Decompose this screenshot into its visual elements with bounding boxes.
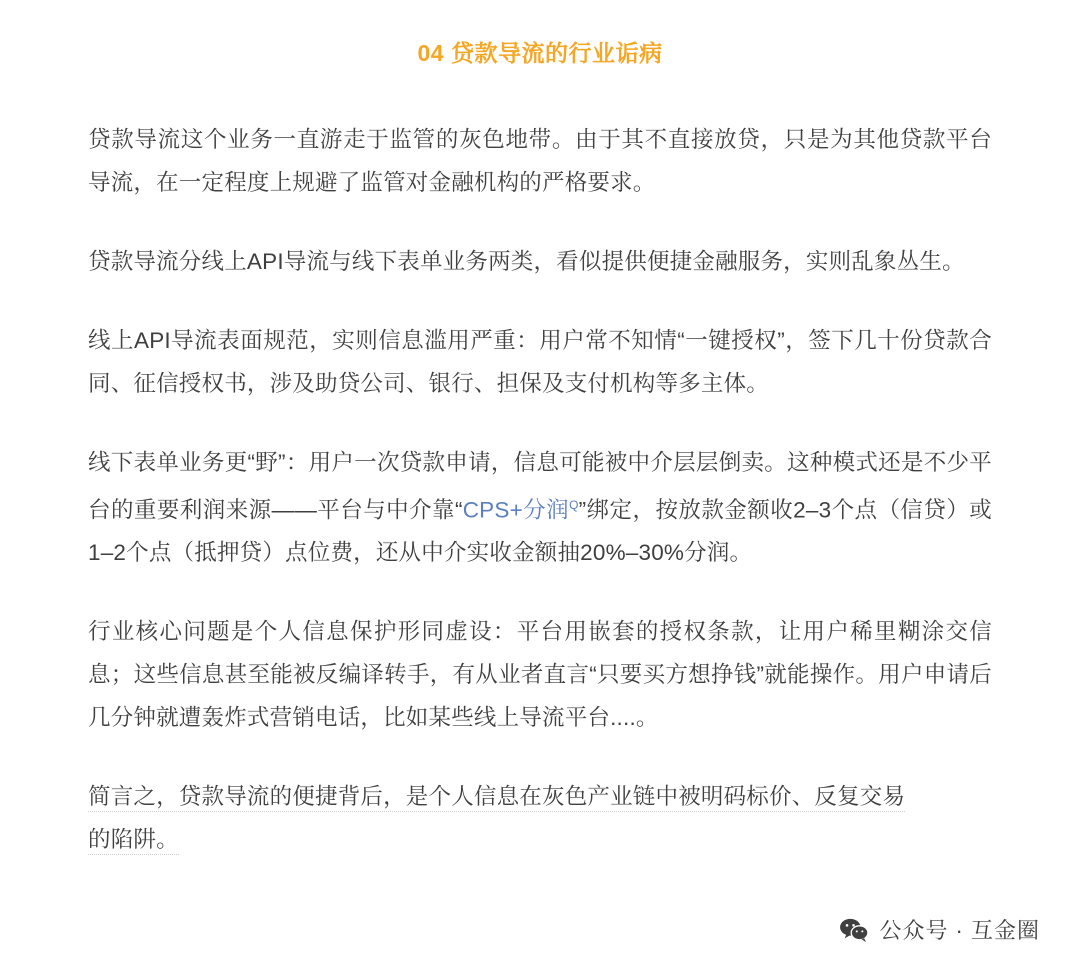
footer-account-badge	[839, 914, 1040, 945]
document-page	[0, 15, 1080, 963]
paragraph-5: 行业核心问题是个人信息保护形同虚设：平台用嵌套的授权条款，让用户稀里糊涂交信息；这些信息甚至能被反编译转手，有从业者直言“只要买方想挣钱”就能操作。用户申请后几分钟就遭轰炸式营销电话，比如某些线上导流平台....。	[88, 619, 992, 731]
paragraph-6	[88, 775, 992, 861]
paragraph-4-text-before-link: 线下表单业务更“野”：用户一次贷款申请，信息可能被中介层层倒卖。这种模式还是不少平台的重要利润来源——平台与中介靠“	[88, 449, 992, 523]
footer-account-name: 公众号 · 互金圈	[879, 918, 1040, 944]
page-title: 04 贷款导流的行业诟病	[417, 40, 663, 67]
paragraph-2: 贷款导流分线上API导流与线下表单业务两类，看似提供便捷金融服务，实则乱象丛生。	[88, 248, 965, 274]
paragraph-4	[88, 441, 992, 575]
paragraph-3: 线上API导流表面规范，实则信息滥用严重：用户常不知情“一键授权”，签下几十份贷款合同、征信授权书，涉及助贷公司、银行、担保及支付机构等多主体。	[88, 327, 992, 396]
paragraph-4-text-after-link: ”绑定，按放款金额收2–3个点（信贷）或1–2个点（抵押贷）点位费，还从中介实收金额抽20%–30%分润。	[88, 497, 992, 566]
paragraph-6-line-1: 简言之，贷款导流的便捷背后，是个人信息在灰色产业链中被明码标价、反复交易	[88, 784, 905, 812]
paragraph-1: 贷款导流这个业务一直游走于监管的灰色地带。由于其不直接放贷，只是为其他贷款平台导流，在一定程度上规避了监管对金融机构的严格要求。	[88, 126, 992, 195]
wechat-icon	[839, 917, 869, 943]
paragraph-6-line-2: 的陷阱。	[88, 827, 179, 855]
search-icon[interactable]: Q	[569, 497, 579, 512]
article-body	[0, 90, 1080, 862]
cps-profit-share-link[interactable]: CPS+分润	[462, 497, 570, 523]
